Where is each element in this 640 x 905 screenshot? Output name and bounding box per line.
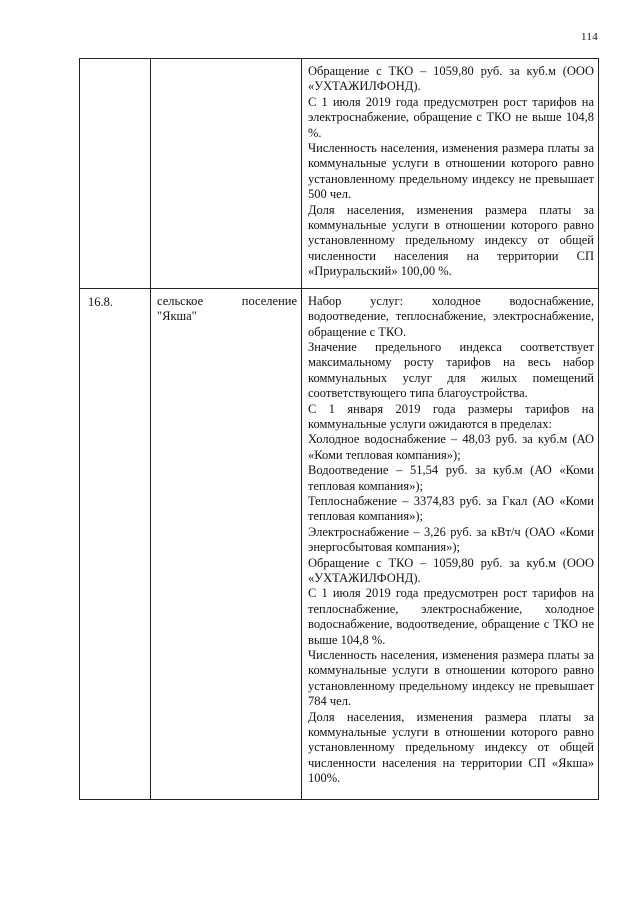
description-paragraph: Теплоснабжение – 3374,83 руб. за Гкал (АО «Коми тепловая компания»); (308, 493, 594, 524)
description-paragraph: Численность населения, изменения размера платы за коммунальные услуги в отношении которого равно установленному предельному индексу не превышает 784 чел. (308, 648, 594, 709)
description-paragraph: Набор услуг: холодное водоснабжение, водоотведение, теплоснабжение, электроснабжение, обращение с ТКО. (308, 293, 594, 339)
settlement-type-word: сельское (157, 293, 204, 308)
description-paragraph: Численность населения, изменения размера платы за коммунальные услуги в отношении которого равно установленному предельному индексу не превышает 500 чел. (308, 141, 594, 202)
description-paragraph: Обращение с ТКО – 1059,80 руб. за куб.м (ООО «УХТАЖИЛФОНД). (308, 555, 594, 585)
settlement-name-cell (151, 288, 302, 799)
table-row (80, 59, 599, 289)
description-paragraph: Доля населения, изменения размера платы за коммунальные услуги в отношении которого равно установленному предельному индексу от общей численности населения на территории СП «Якша» 100%. (308, 709, 594, 786)
description-paragraph: С 1 июля 2019 года предусмотрен рост тарифов на электроснабжение, обращение с ТКО не выше 104,8 %. (308, 94, 594, 140)
tariff-description-cell (302, 59, 599, 289)
settlement-name: "Якша" (157, 309, 197, 324)
row-number-cell (80, 59, 151, 289)
description-paragraph: С 1 июля 2019 года предусмотрен рост тарифов на теплоснабжение, электроснабжение, холодное водоснабжение, водоотведение, обращение с ТКО не выше 104,8 %. (308, 586, 594, 647)
description-paragraph: Доля населения, изменения размера платы за коммунальные услуги в отношении которого равно установленному предельному индексу от общей численности населения на территории СП «Приуральский» 100,00 %. (308, 202, 594, 279)
tariff-description-cell (302, 288, 599, 799)
description-paragraph: Обращение с ТКО – 1059,80 руб. за куб.м (ООО «УХТАЖИЛФОНД). (308, 64, 594, 94)
tariff-table (79, 58, 599, 800)
description-paragraph: Холодное водоснабжение – 48,03 руб. за куб.м (АО «Коми тепловая компания»); (308, 432, 594, 462)
settlement-name-cell (151, 59, 302, 289)
description-paragraph: Водоотведение – 51,54 руб. за куб.м (АО «Коми тепловая компания»); (308, 463, 594, 493)
page-number: 114 (581, 31, 598, 43)
description-paragraph: С 1 января 2019 года размеры тарифов на коммунальные услуги ожидаются в пределах: (308, 401, 594, 431)
settlement-type-word: поселение (241, 293, 297, 308)
description-paragraph: Значение предельного индекса соответствует максимальному росту тарифов на весь набор коммунальных услуг для жилых помещений соответствующего типа благоустройства. (308, 339, 594, 401)
table-row (80, 288, 599, 799)
description-paragraph: Электроснабжение – 3,26 руб. за кВт/ч (ОАО «Коми энергосбытовая компания»); (308, 524, 594, 555)
settlement-type-line (157, 294, 297, 309)
row-number-cell: 16.8. (80, 288, 151, 799)
